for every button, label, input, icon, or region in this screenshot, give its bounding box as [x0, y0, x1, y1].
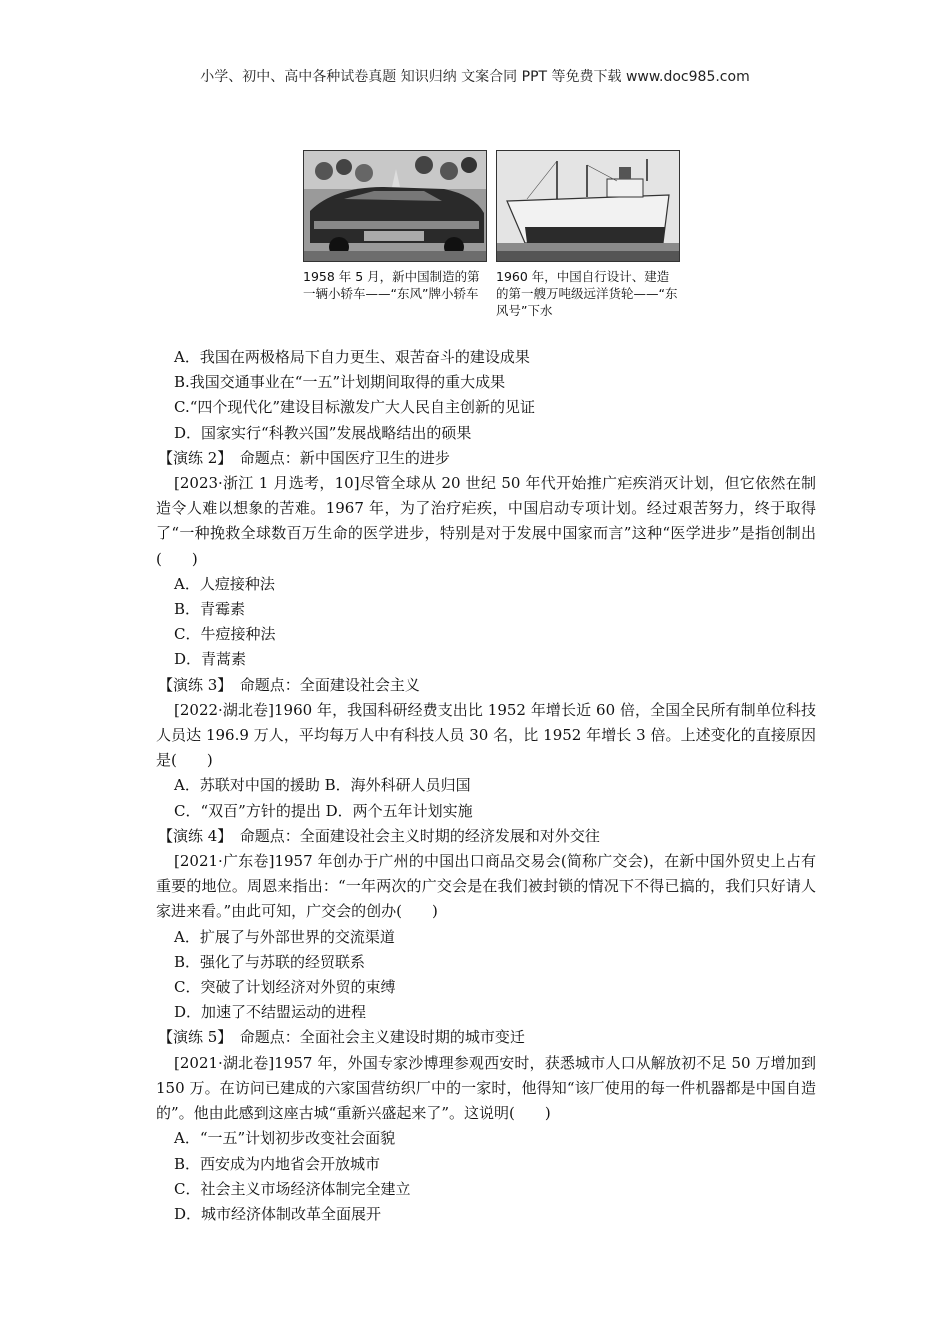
- q5-option-a: A．“一五”计划初步改变社会面貌: [174, 1129, 396, 1148]
- q4-option-c: C．突破了计划经济对外贸的束缚: [174, 978, 396, 997]
- q4-option-d: D．加速了不结盟运动的进程: [174, 1003, 367, 1022]
- q3-options-row2: C．“双百”方针的提出 D．两个五年计划实施: [174, 801, 473, 820]
- q5-option-b: B．西安成为内地省会开放城市: [174, 1154, 381, 1173]
- q3-options-row1: A．苏联对中国的援助 B．海外科研人员归国: [174, 776, 471, 795]
- car-photo: [303, 150, 487, 262]
- q4-heading: 【演练 4】 命题点：全面建设社会主义时期的经济发展和对外交往: [158, 826, 600, 845]
- figure-row: [303, 150, 679, 322]
- q3-stem: [2022·湖北卷]1960 年，我国科研经费支出比 1952 年增长近 60 倍，全国全民所有制单位科技人员达 196.9 万人，平均每万人中有科技人员 30 名，比 1952 年增长 3 倍。上述变化的直接原因是( ): [156, 700, 816, 770]
- q2-option-a: A．人痘接种法: [174, 574, 275, 593]
- q5-stem: [2021·湖北卷]1957 年，外国专家沙博理参观西安时，获悉城市人口从解放初不足 50 万增加到 150 万。在访问已建成的六家国营纺织厂中的一家时，他得知“该厂使用的每一件机器都是中国自造的”。他由此感到这座古城“重新兴盛起来了”。这说明( ): [156, 1053, 816, 1123]
- q1-option-c: C.“四个现代化”建设目标激发广大人民自主创新的见证: [174, 398, 536, 417]
- q4-option-b: B．强化了与苏联的经贸联系: [174, 952, 366, 971]
- figure-ship: [496, 150, 680, 319]
- q2-stem: [2023·浙江 1 月选考，10]尽管全球从 20 世纪 50 年代开始推广疟疾消灭计划，但它依然在制造令人难以想象的苦难。1967 年，为了治疗疟疾，中国启动专项计划。经过艰苦努力，终于取得了“一种挽救全球数百万生命的医学进步，特别是对于发展中国家而言”这种“医学进步”是指创制出( ): [156, 474, 816, 568]
- page-header: 小学、初中、高中各种试卷真题 知识归纳 文案合同 PPT 等免费下载 www.doc985.com: [200, 69, 750, 85]
- q5-option-d: D．城市经济体制改革全面展开: [174, 1204, 382, 1223]
- questions: [156, 345, 816, 1227]
- q5-heading: 【演练 5】 命题点：全面社会主义建设时期的城市变迁: [158, 1028, 525, 1047]
- q2-option-c: C．牛痘接种法: [174, 625, 276, 644]
- q5-option-c: C．社会主义市场经济体制完全建立: [174, 1179, 411, 1198]
- q1-option-d: D．国家实行“科教兴国”发展战略结出的硕果: [174, 423, 472, 442]
- ship-photo: [496, 150, 680, 262]
- q1-option-a: A．我国在两极格局下自力更生、艰苦奋斗的建设成果: [174, 348, 530, 366]
- q2-heading: 【演练 2】 命题点：新中国医疗卫生的进步: [158, 448, 450, 467]
- q3-heading: 【演练 3】 命题点：全面建设社会主义: [158, 675, 420, 694]
- q2-option-b: B．青霉素: [174, 600, 246, 619]
- q2-option-d: D．青蒿素: [174, 650, 247, 669]
- figure-car: [303, 150, 487, 302]
- q4-stem: [2021·广东卷]1957 年创办于广州的中国出口商品交易会(简称广交会)，在新中国外贸史上占有重要的地位。周恩来指出：“一年两次的广交会是在我们被封锁的情况下不得已搞的，我们只好请人家进来看。”由此可知，广交会的创办( ): [156, 852, 816, 921]
- q4-option-a: A．扩展了与外部世界的交流渠道: [174, 927, 395, 946]
- q1-option-b: B.我国交通事业在“一五”计划期间取得的重大成果: [174, 373, 506, 392]
- ship-caption: 1960 年，中国自行设计、建造的第一艘万吨级远洋货轮——“东风号”下水: [496, 269, 678, 318]
- car-caption: 1958 年 5 月，新中国制造的第一辆小轿车——“东风”牌小轿车: [303, 269, 480, 301]
